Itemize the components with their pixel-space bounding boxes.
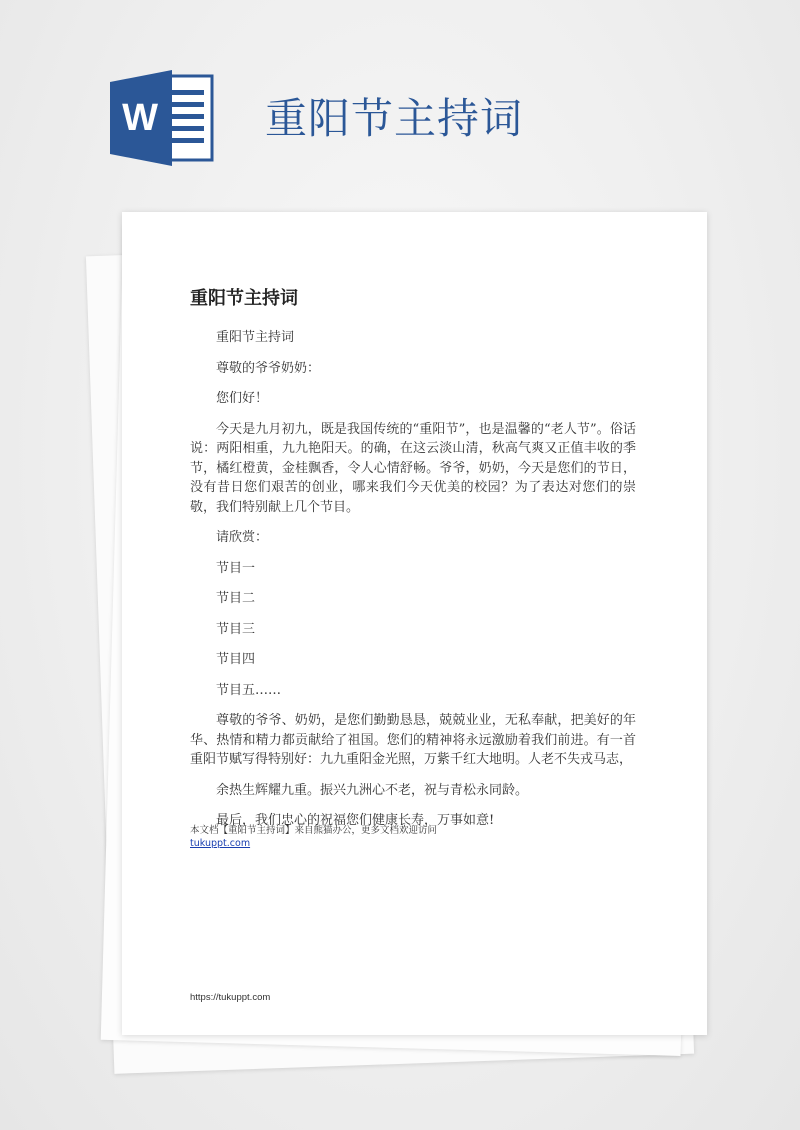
word-logo-icon [110, 70, 214, 166]
program-item-1: 节目一 [216, 560, 256, 576]
paragraph-greeting: 尊敬的爷爷奶奶： [216, 360, 321, 376]
program-item-4: 节目四 [216, 652, 256, 667]
document-body [190, 328, 636, 842]
paragraph-intro: 今天是九月初九，既是我国传统的“重阳节”，也是温馨的“老人节”。俗话说：两阳相重，九九艳阳天。的确，在这云淡山清，秋高气爽又正值丰收的季节，橘红橙黄，金桂飘香，令人心情舒畅。爷爷，奶奶，今天是您们的节日，没有昔日您们艰苦的创业，哪来我们今天优美的校园？为了表达对您们的崇敬，我们特别献上几个节目。 [190, 421, 636, 515]
source-link[interactable]: tukuppt.com [190, 838, 251, 849]
word-logo-letter: W [122, 97, 158, 139]
source-note-text: 本文档【重阳节主持词】来自熊猫办公，更多文档欢迎访问 [190, 825, 438, 836]
document-page [122, 212, 707, 1035]
program-item-5: 节目五…… [216, 682, 282, 698]
header-title: 重阳节主持词 [265, 94, 524, 143]
paragraph-tribute: 尊敬的爷爷、奶奶，是您们勤勤恳恳，兢兢业业，无私奉献，把美好的年华、热情和精力都贡献给了祖国。您们的精神将永远激励着我们前进。有一首重阳节赋写得特别好：九九重阳金光照，万紫千红大地明。人老不失戎马志， [190, 713, 636, 767]
paragraph-hello: 您们好！ [216, 391, 269, 406]
source-note [190, 824, 437, 850]
paragraph-poem-end: 余热生辉耀九重。振兴九洲心不老，祝与青松永同龄。 [216, 782, 529, 798]
document-title: 重阳节主持词 [190, 288, 298, 309]
paragraph-heading: 重阳节主持词 [216, 330, 295, 345]
program-item-2: 节目二 [216, 591, 256, 606]
footer-url[interactable]: https://tukuppt.com [190, 992, 271, 1003]
program-item-3: 节目三 [216, 621, 256, 637]
paragraph-please-enjoy: 请欣赏： [216, 530, 269, 545]
paragraph-closing: 最后，我们忠心的祝福您们健康长寿，万事如意! [216, 813, 495, 828]
